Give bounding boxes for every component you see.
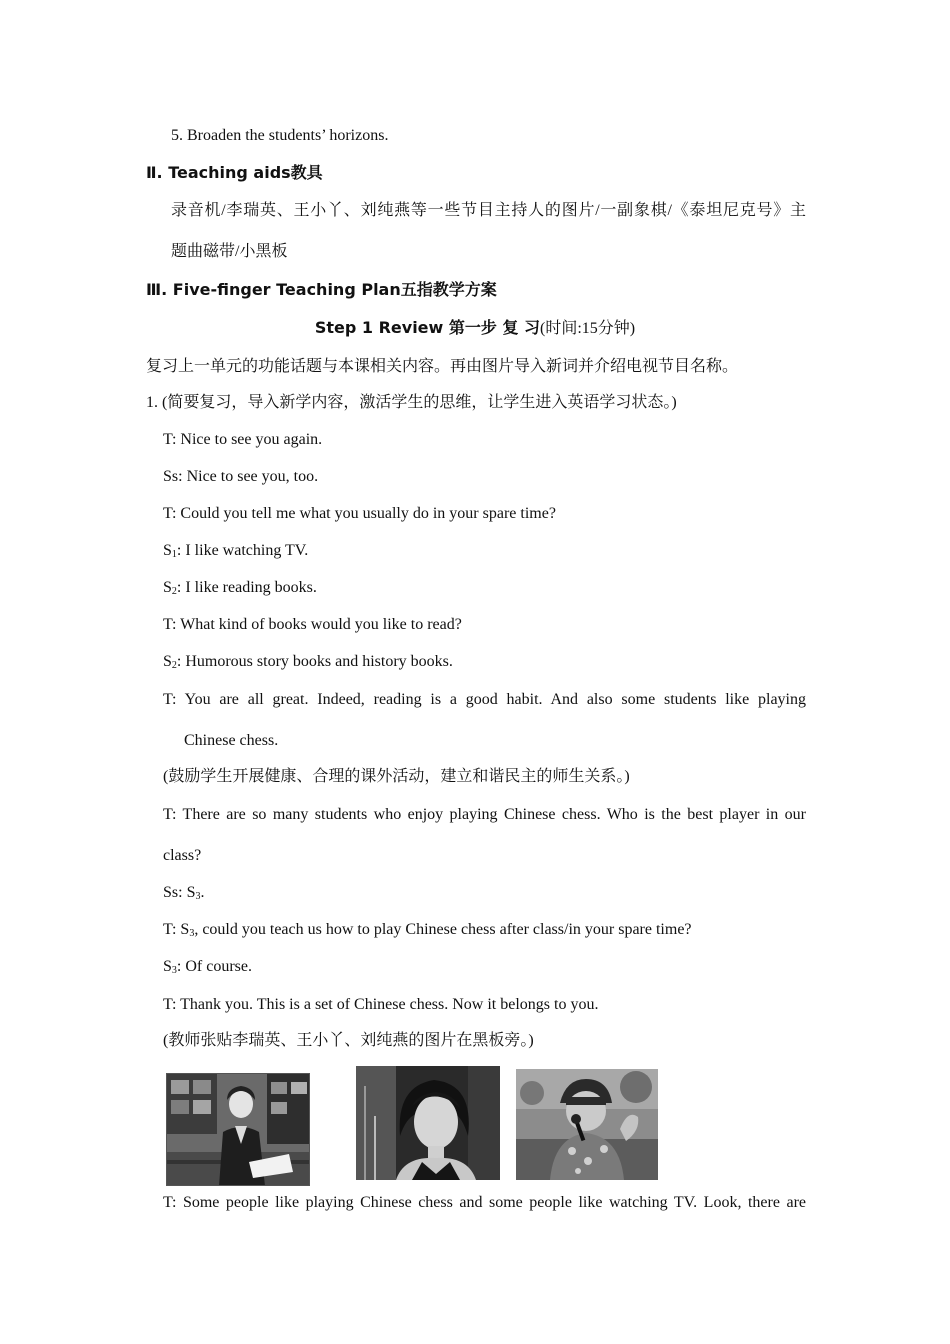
utterance: , could you teach us how to play Chinese chess after class/in your spare time? — [194, 921, 692, 938]
dialogue-line: Ss: Nice to see you, too. — [163, 468, 319, 485]
teaching-aids-text-line2: 题曲磁带/小黑板 — [171, 243, 288, 260]
step-intro: 复习上一单元的功能话题与本课相关内容。再由图片导入新词并介绍电视节目名称。 — [146, 358, 739, 375]
dialogue-line: T: There are so many students who enjoy playing Chinese chess. Who is the best player in our — [163, 806, 806, 823]
section-title-en: Teaching aids — [168, 163, 291, 182]
section-number: Ⅱ. — [146, 163, 163, 182]
speaker-index: 2 — [171, 586, 177, 597]
utterance: : I like watching TV. — [176, 542, 309, 559]
dialogue-line — [163, 920, 692, 940]
dialogue-line: T: Some people like playing Chinese chess and some people like watching TV. Look, there are — [163, 1194, 806, 1211]
section-heading-teaching-aids — [146, 163, 323, 183]
photo-news-anchor-svg — [167, 1074, 310, 1186]
utterance: : Humorous story books and history books. — [176, 653, 453, 670]
speaker-index: 2 — [171, 660, 177, 671]
dialogue-line — [163, 652, 453, 672]
photo-children-host-icon — [516, 1069, 658, 1180]
speaker-index: 3 — [189, 928, 195, 939]
section-number: Ⅲ. — [146, 280, 168, 299]
dialogue-line-continued: class? — [163, 847, 202, 864]
section-title-cn: 教具 — [290, 163, 323, 182]
dialogue-line — [163, 541, 308, 561]
utterance: : Of course. — [176, 958, 252, 975]
step-title-text: Step 1 Review 第一步 复 习 — [314, 318, 541, 337]
speaker: S — [163, 579, 172, 596]
utterance: : I like reading books. — [176, 579, 317, 596]
section-heading-plan — [146, 280, 497, 300]
teacher-note: (鼓励学生开展健康、合理的课外活动，建立和谐民主的师生关系。) — [163, 768, 630, 785]
step-point-1: 1. (简要复习，导入新学内容，激活学生的思维，让学生进入英语学习状态。) — [146, 394, 677, 411]
speaker-index: 3 — [195, 891, 201, 902]
speaker: S — [163, 653, 172, 670]
step-time: (时间:15分钟) — [540, 320, 636, 337]
dialogue-line: T: Nice to see you again. — [163, 431, 323, 448]
utterance: T: S — [163, 921, 190, 938]
speaker-index: 3 — [171, 965, 177, 976]
dialogue-line — [163, 578, 317, 598]
photo-news-anchor-icon — [166, 1073, 310, 1186]
step-title — [0, 318, 950, 339]
speaker: S — [163, 958, 172, 975]
photo-children-host-svg — [516, 1069, 658, 1180]
teacher-note: (教师张贴李瑞英、王小丫、刘纯燕的图片在黑板旁。) — [163, 1032, 534, 1049]
section-title-cn: 五指教学方案 — [400, 280, 497, 299]
dialogue-line: T: You are all great. Indeed, reading is a good habit. And also some students like playing — [163, 691, 806, 708]
dialogue-line: T: Could you tell me what you usually do in your spare time? — [163, 505, 556, 522]
photo-tv-host-icon — [356, 1066, 500, 1180]
teaching-aids-text-line1: 录音机/李瑞英、王小丫、刘纯燕等一些节目主持人的图片/一副象棋/《泰坦尼克号》主 — [171, 202, 806, 219]
photo-tv-host-svg — [356, 1066, 500, 1180]
section-title-en: Five-finger Teaching Plan — [172, 280, 401, 299]
dialogue-line: T: Thank you. This is a set of Chinese chess. Now it belongs to you. — [163, 996, 599, 1013]
dialogue-line-continued: Chinese chess. — [184, 732, 279, 749]
speaker: S — [163, 542, 172, 559]
utterance: . — [200, 884, 205, 901]
utterance: Ss: S — [163, 884, 196, 901]
dialogue-line — [163, 883, 204, 903]
dialogue-line: T: What kind of books would you like to read? — [163, 616, 462, 633]
dialogue-line — [163, 957, 252, 977]
speaker-index: 1 — [171, 549, 177, 560]
objective-item-5: 5. Broaden the students’ horizons. — [171, 127, 389, 144]
